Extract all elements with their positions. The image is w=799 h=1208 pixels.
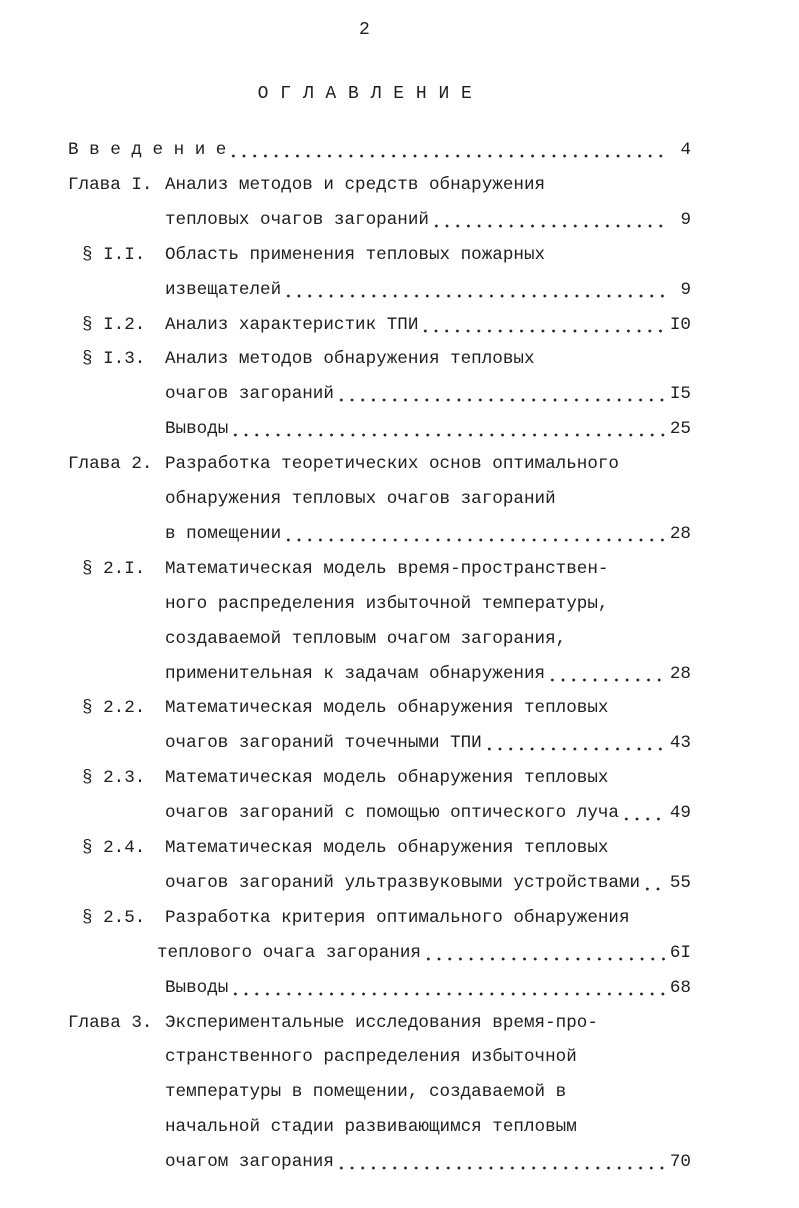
toc-entry [0, 1150, 799, 1174]
toc-entry-label: § 2.I. [82, 558, 146, 579]
toc-entry-text: Анализ методов и средств обнаружения [165, 174, 546, 195]
toc-entry [0, 278, 799, 302]
toc-entry-page: 6I [669, 942, 691, 963]
dot-leader [336, 382, 667, 406]
toc-entry-text: температуры в помещении, создаваемой в [165, 1082, 567, 1103]
toc-entry-page: 68 [669, 977, 691, 998]
toc-entry-label: § I.I. [82, 244, 146, 265]
toc-entry-text: Математическая модель время-пространствен- [165, 558, 609, 579]
toc-entry-page: 43 [669, 733, 691, 754]
toc-entry [0, 1080, 799, 1104]
toc-entry-text: в помещении [165, 523, 282, 544]
toc-entry-text: Область применения тепловых пожарных [165, 244, 546, 265]
dot-leader [336, 1150, 667, 1174]
toc-entry-label: § 2.4. [82, 838, 146, 858]
toc-entry [0, 243, 799, 267]
toc-entry-label: § 2.5. [82, 907, 146, 928]
toc-entry [0, 976, 799, 1000]
toc-entry-text: создаваемой тепловым очагом загорания, [165, 628, 567, 649]
toc-entry-page: 28 [669, 663, 691, 684]
toc-entry-text: Математическая модель обнаружения тепловых [165, 768, 609, 789]
dot-leader [420, 313, 667, 337]
toc-entry [0, 313, 799, 337]
toc-entry-text: Разработка теоретических основ оптимального [165, 454, 619, 475]
toc-entry [0, 208, 799, 232]
dot-leader [642, 871, 667, 895]
page-number: 2 [359, 20, 370, 40]
toc-entry [0, 1115, 799, 1139]
toc-entry [0, 731, 799, 755]
toc-entry-text: теплового очага загорания [157, 942, 421, 963]
dot-leader [547, 662, 667, 686]
toc-entry-text: Выводы [165, 977, 229, 998]
toc-entry [0, 906, 799, 930]
toc-entry-text: Математическая модель обнаружения тепловых [165, 838, 609, 858]
toc-entry-label: Глава 2. [68, 454, 153, 475]
toc-entry [0, 1045, 799, 1069]
toc-entry [0, 662, 799, 686]
toc-entry-label: § I.3. [82, 349, 146, 370]
toc-entry-page: 9 [680, 279, 691, 300]
toc-entry [0, 173, 799, 197]
toc-entry-page: 55 [669, 872, 691, 893]
toc-entry-page: 25 [669, 419, 691, 440]
toc-entry [0, 801, 799, 825]
toc-entry-label: § 2.3. [82, 768, 146, 789]
toc-entry-page: 49 [669, 803, 691, 824]
dot-leader [431, 208, 667, 232]
toc-entry [0, 696, 799, 720]
toc-entry [0, 417, 799, 441]
toc-entry-text: применительная к задачам обнаружения [165, 663, 546, 684]
dot-leader [228, 138, 667, 162]
toc-entry-label: § I.2. [82, 314, 146, 335]
toc-entry-text: обнаружения тепловых очагов загораний [165, 489, 556, 509]
toc-entry [0, 836, 799, 860]
toc-entry [0, 487, 799, 511]
dot-leader [230, 417, 667, 441]
toc-entry-text: очагом загорания [165, 1152, 334, 1173]
toc-entry [0, 871, 799, 895]
toc-entry [0, 557, 799, 581]
toc-entry-label: § 2.2. [82, 698, 146, 719]
toc-entry-text: ного распределения избыточной температуры, [165, 593, 609, 614]
toc-entry [0, 138, 799, 162]
toc-entry [0, 1011, 799, 1035]
toc-entry [0, 941, 799, 965]
toc-entry [0, 382, 799, 406]
dot-leader [423, 941, 667, 965]
dot-leader [283, 278, 667, 302]
toc-entry [0, 452, 799, 476]
toc-entry-text: извещателей [165, 279, 282, 300]
toc-entry-text: Анализ характеристик ТПИ [165, 314, 419, 335]
toc-entry-text: очагов загораний ультразвуковыми устройствами [165, 872, 641, 893]
dot-leader [283, 522, 667, 546]
toc-entry-text: Математическая модель обнаружения тепловых [165, 698, 609, 719]
toc-entry-text: начальной стадии развивающимся тепловым [165, 1117, 577, 1138]
toc-entry-label: Глава I. [68, 174, 153, 195]
dot-leader [621, 801, 667, 825]
toc-entry [0, 347, 799, 371]
toc-entry-page: I0 [669, 314, 691, 335]
toc-entry-text: тепловых очагов загораний [165, 209, 429, 230]
toc-entry-text: Выводы [165, 419, 229, 440]
toc-entry-text: странственного распределения избыточной [165, 1047, 577, 1068]
toc-entry [0, 592, 799, 616]
toc-title: О Г Л А В Л Е Н И Е [257, 84, 473, 104]
toc-entry-text: очагов загораний точечными ТПИ [165, 733, 482, 754]
toc-entry-text: Анализ методов обнаружения тепловых [165, 349, 535, 370]
toc-entry-text: Разработка критерия оптимального обнаружения [165, 907, 630, 928]
toc-entry-page: 4 [680, 140, 691, 160]
toc-entry-page: I5 [669, 384, 691, 405]
toc-entry [0, 522, 799, 546]
toc-entry-text: очагов загораний [165, 384, 334, 405]
toc-entry-page: 9 [680, 209, 691, 230]
toc-entry-text: очагов загораний с помощью оптического луча [165, 803, 619, 824]
toc-entry-label: Глава 3. [68, 1012, 153, 1033]
dot-leader [484, 731, 667, 755]
toc-entry-page: 28 [669, 523, 691, 544]
toc-entry [0, 766, 799, 790]
toc-entry-text: В в е д е н и е [68, 140, 227, 160]
dot-leader [230, 976, 667, 1000]
toc-entry-text: Экспериментальные исследования время-про- [165, 1012, 598, 1033]
toc-entry-page: 70 [669, 1152, 691, 1173]
toc-entry [0, 627, 799, 651]
